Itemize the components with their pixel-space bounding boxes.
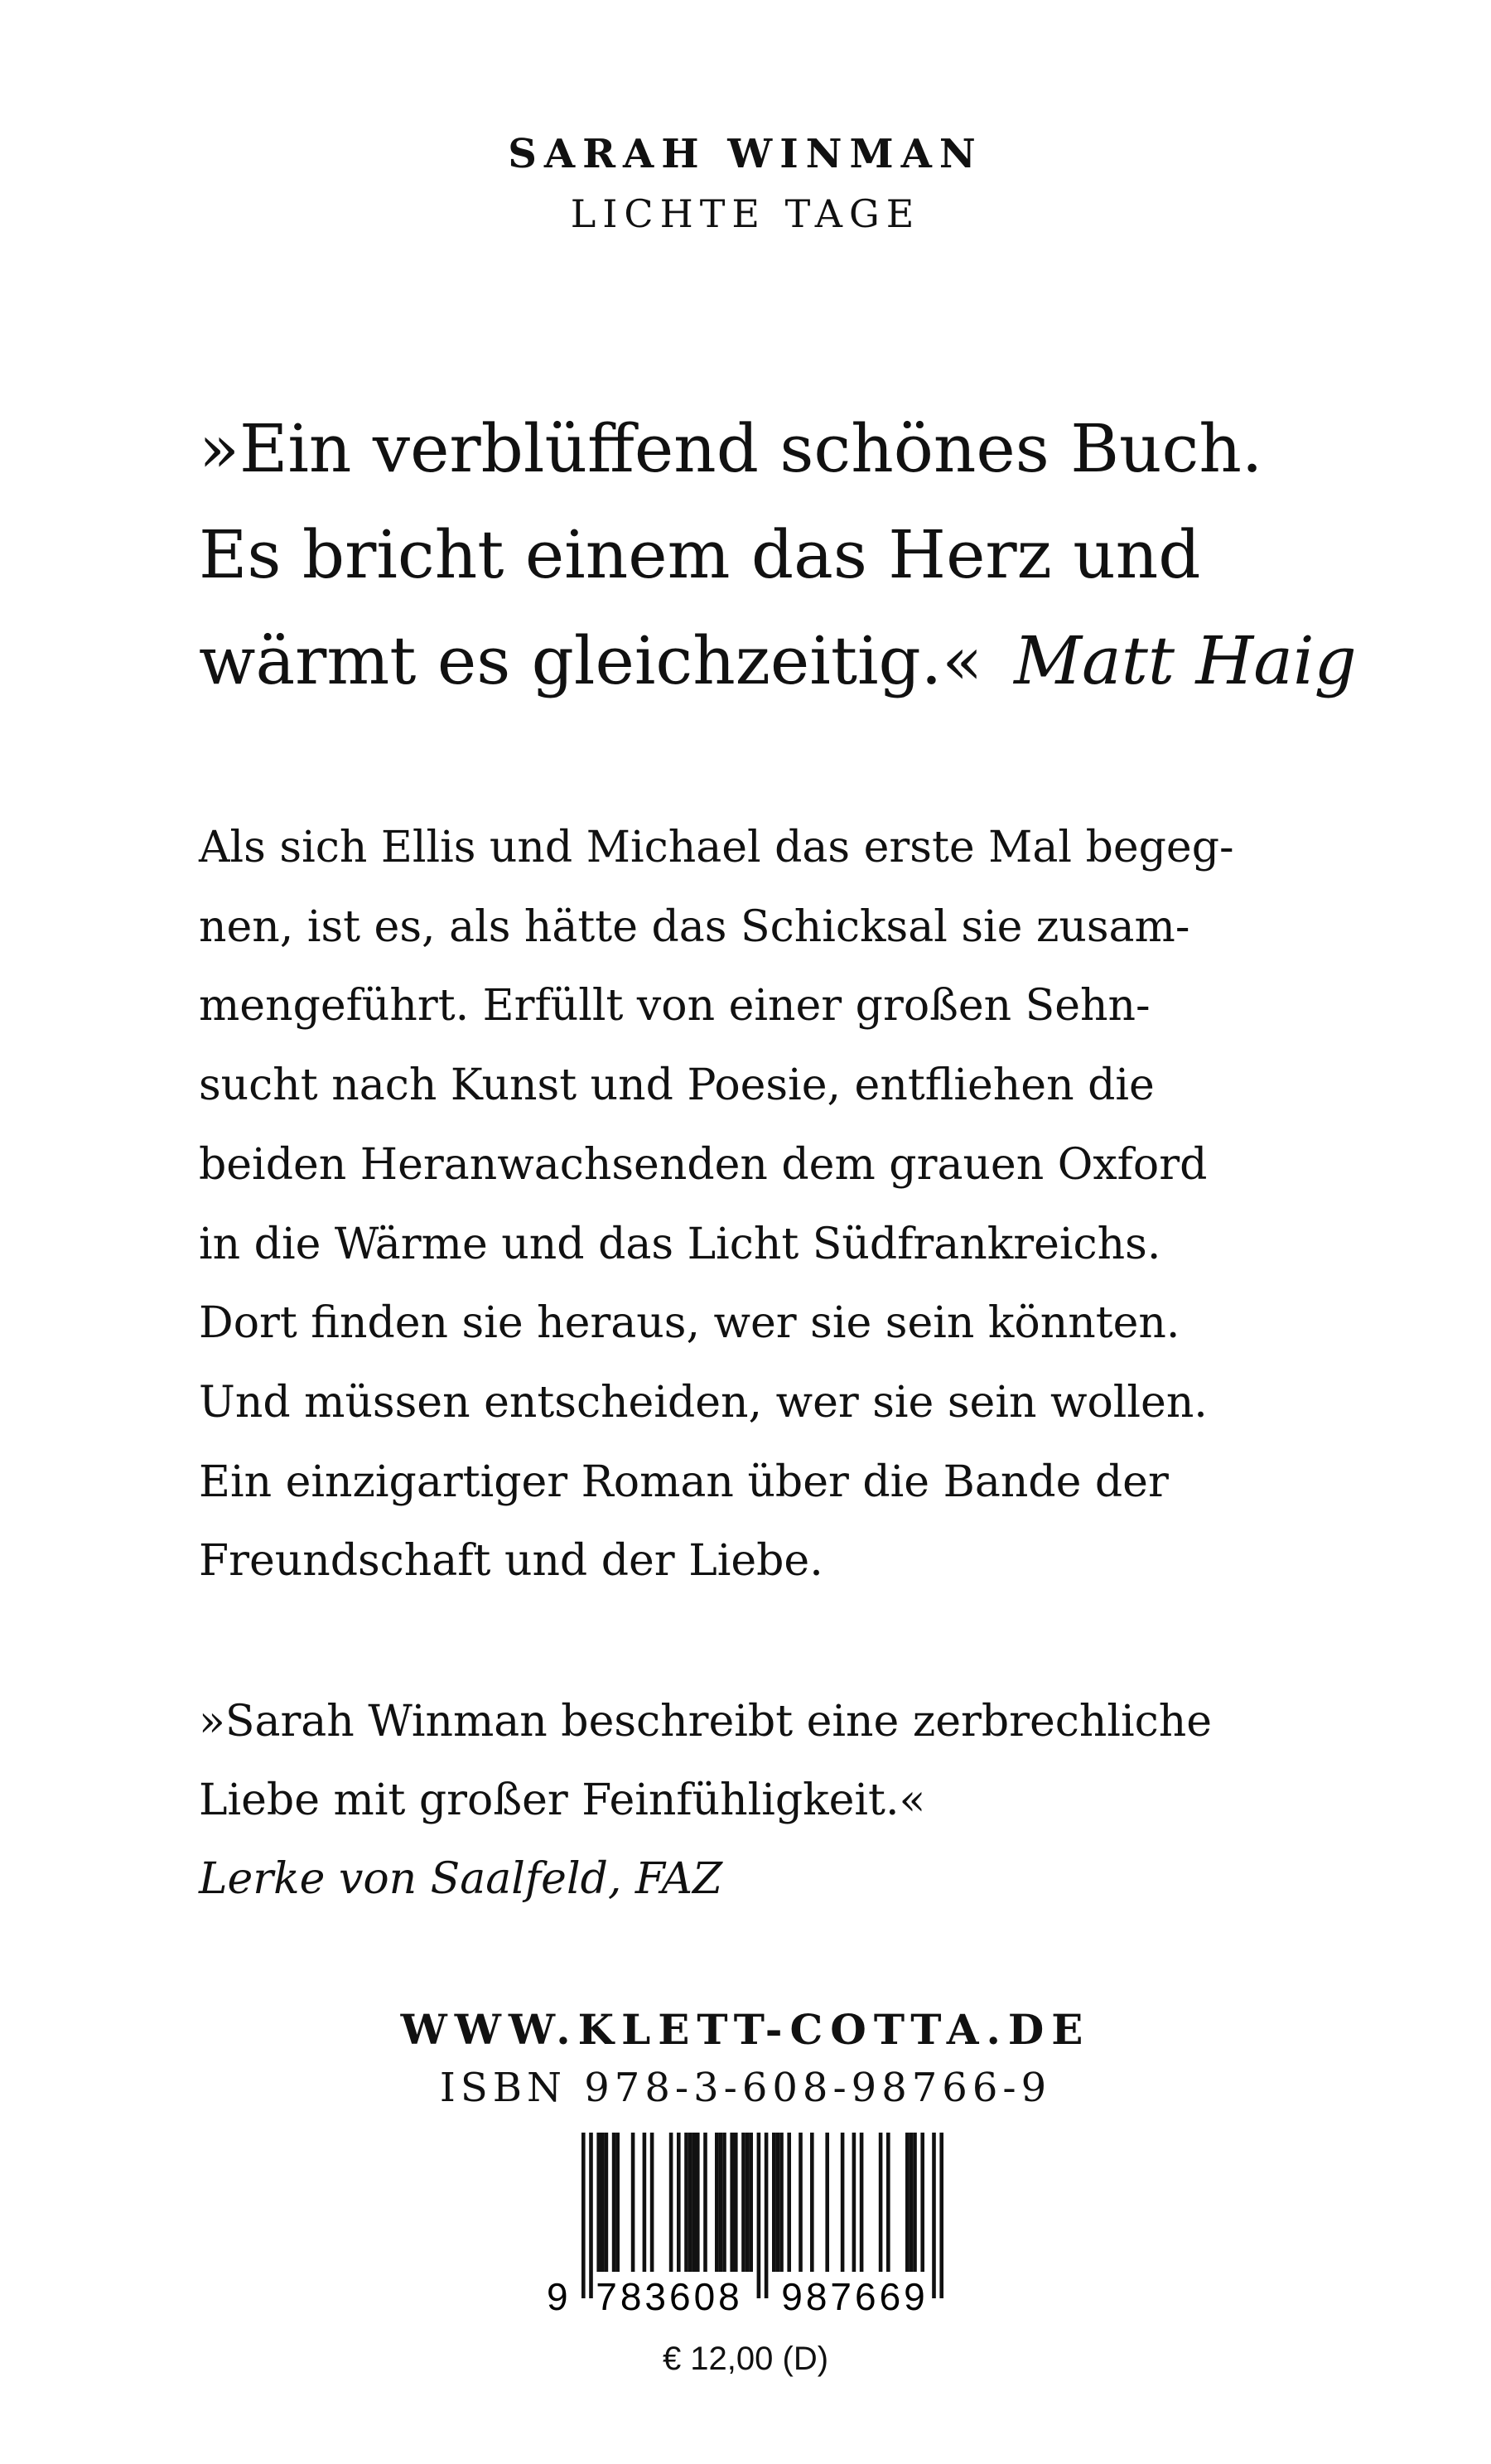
- quote-line: »Ein verblüffend schönes Buch.: [199, 410, 1263, 487]
- barcode-bar: [913, 2133, 917, 2272]
- blurb-line: Ein einzigartiger Roman über die Bande der: [199, 1457, 1169, 1507]
- barcode-bar: [581, 2133, 586, 2298]
- barcode-bar: [841, 2133, 845, 2272]
- barcode-bar: [719, 2133, 723, 2272]
- barcode-bar: [643, 2133, 647, 2272]
- price: € 12,00 (D): [662, 2341, 829, 2377]
- quote-line: [199, 608, 1375, 714]
- barcode-bar: [799, 2133, 803, 2272]
- blurb-line: Dort finden sie heraus, wer sie sein könnten.: [199, 1298, 1180, 1349]
- barcode-graphic: [538, 2133, 986, 2315]
- barcode-bar: [650, 2133, 654, 2272]
- barcode-bar: [810, 2133, 814, 2272]
- blurb: [199, 809, 1358, 1602]
- author-name: SARAH WINMAN: [508, 131, 983, 177]
- barcode-bar: [932, 2133, 936, 2298]
- barcode-bar: [734, 2133, 738, 2272]
- barcode-bar: [939, 2133, 943, 2298]
- barcode-bar: [692, 2133, 696, 2272]
- barcode-bar: [757, 2133, 761, 2298]
- barcode-bar: [669, 2133, 673, 2272]
- barcode-digits-left: 783608: [596, 2275, 743, 2315]
- review-source: Lerke von Saalfeld, FAZ: [199, 1854, 723, 1904]
- barcode-bar: [920, 2133, 924, 2272]
- barcode-bar: [596, 2133, 601, 2272]
- quote-line-text: wärmt es gleichzeitig.«: [199, 622, 983, 699]
- barcode-bar: [612, 2133, 616, 2272]
- barcode-bar: [696, 2133, 700, 2272]
- barcode-bar: [879, 2133, 883, 2272]
- barcode-bar: [715, 2133, 719, 2272]
- barcode-bar: [852, 2133, 856, 2272]
- barcode-bar: [741, 2133, 746, 2272]
- barcode-bar: [765, 2133, 769, 2298]
- barcode-bar: [631, 2133, 635, 2272]
- blurb-line: beiden Heranwachsenden dem grauen Oxford: [199, 1139, 1208, 1190]
- barcode-bar: [787, 2133, 791, 2272]
- review-line: Liebe mit großer Feinfühligkeit.«: [199, 1776, 926, 1825]
- barcode-bar: [772, 2133, 776, 2272]
- blurb-line: Und müssen entscheiden, wer sie sein wollen.: [199, 1377, 1208, 1428]
- barcode-bar: [722, 2133, 726, 2272]
- blurb-line: Freundschaft und der Liebe.: [199, 1536, 823, 1587]
- barcode-bar: [605, 2133, 609, 2272]
- barcode-bar: [601, 2133, 605, 2272]
- barcode-bar: [776, 2133, 780, 2272]
- barcode-digits-right: 987669: [781, 2275, 929, 2315]
- barcode-bar: [749, 2133, 753, 2272]
- blurb-line: mengeführt. Erfüllt von einer großen Sehn-: [199, 981, 1151, 1031]
- barcode-bar: [860, 2133, 864, 2272]
- quote-source: Matt Haig: [1014, 622, 1357, 699]
- barcode-bar: [779, 2133, 784, 2272]
- blurb-line: sucht nach Kunst und Poesie, entfliehen die: [199, 1060, 1155, 1111]
- barcode-bar: [905, 2133, 910, 2272]
- barcode-bar: [910, 2133, 914, 2272]
- barcode-bar: [615, 2133, 620, 2272]
- isbn: ISBN 978-3-608-98766-9: [439, 2065, 1052, 2111]
- barcode-bar: [746, 2133, 750, 2272]
- barcode-bar: [684, 2133, 688, 2272]
- barcode-bar: [688, 2133, 692, 2272]
- barcode-bar: [677, 2133, 681, 2272]
- barcode-bar: [703, 2133, 707, 2272]
- featured-quote: [199, 396, 1375, 714]
- barcode-bar: [825, 2133, 829, 2272]
- blurb-line: nen, ist es, als hätte das Schicksal sie zusam-: [199, 901, 1190, 952]
- blurb-line: in die Wärme und das Licht Südfrankreichs.: [199, 1219, 1161, 1269]
- blurb-line: Als sich Ellis und Michael das erste Mal begeg-: [199, 823, 1234, 872]
- barcode-digit-first: 9: [547, 2275, 568, 2315]
- barcode-bar: [886, 2133, 890, 2272]
- publisher-website: WWW.KLETT-COTTA.DE: [400, 2005, 1091, 2054]
- review-line: »Sarah Winman beschreibt eine zerbrechliche: [199, 1697, 1213, 1747]
- review-quote: [199, 1683, 1358, 1919]
- barcode-bar: [730, 2133, 734, 2272]
- quote-line: Es bricht einem das Herz und: [199, 516, 1201, 593]
- book-title: LICHTE TAGE: [570, 191, 921, 236]
- barcode-bar: [589, 2133, 593, 2298]
- barcode: [538, 2133, 986, 2315]
